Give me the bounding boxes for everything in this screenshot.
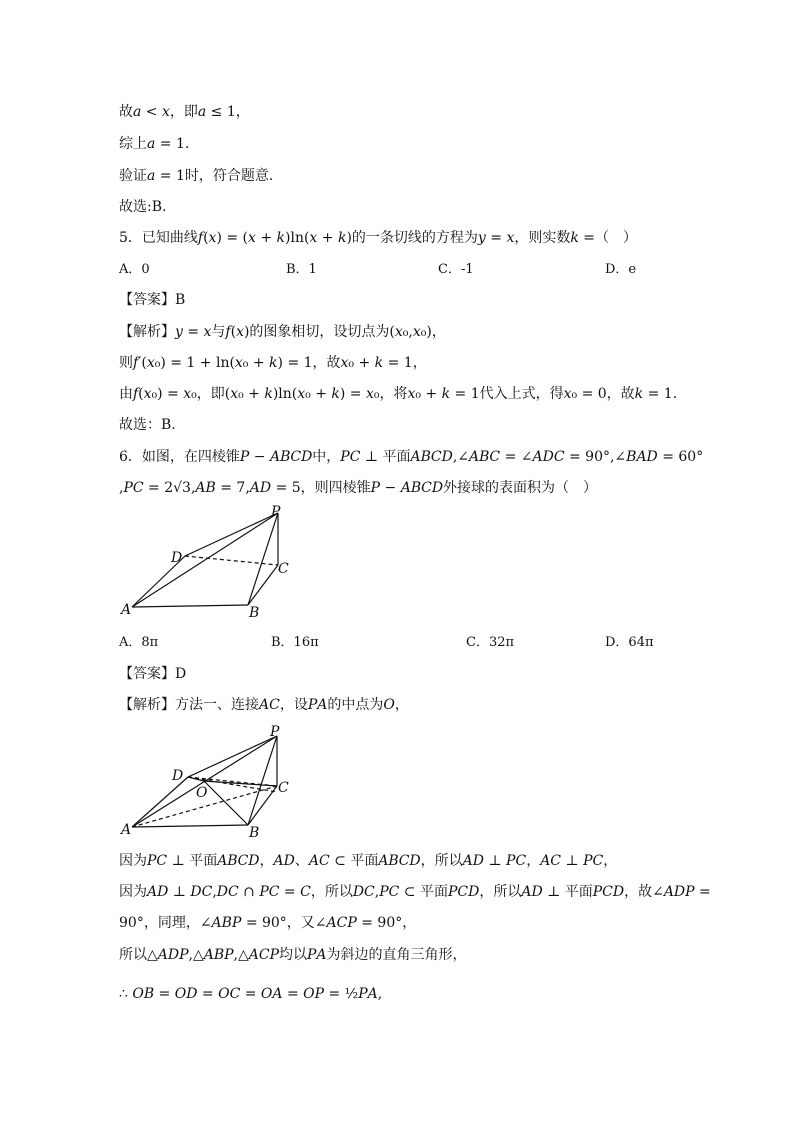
explanation-line: 因为𝑃𝐶 ⊥ 平面𝐴𝐵𝐶𝐷，𝐴𝐷、𝐴𝐶 ⊂ 平面𝐴𝐵𝐶𝐷，所以𝐴𝐷 ⊥ 𝑃𝐶，𝐴𝐶 ⊥ 𝑃𝐶， [119,853,618,869]
explanation-line: 所以△𝐴𝐷𝑃,△𝐴𝐵𝑃,△𝐴𝐶𝑃均以𝑃𝐴为斜边的直角三角形， [119,947,467,963]
explanation-line: 【解析】𝑦 = 𝑥与𝑓(𝑥)的图象相切，设切点为(𝑥₀,𝑥₀)， [119,324,446,340]
explanation-line: 90°，同理，∠𝐴𝐵𝑃 = 90°，又∠𝐴𝐶𝑃 = 90°， [119,915,417,931]
explanation-line: 则𝑓′(𝑥₀) = 1 + ln(𝑥₀ + 𝑘) = 1，故𝑥₀ + 𝑘 = 1， [119,355,427,371]
vertex-label-p: P [271,504,281,520]
explanation-line: 故选：B. [119,417,176,433]
option-d: D．e [605,262,637,277]
vertex-label-a: A [121,602,132,618]
vertex-label-c: C [278,780,289,796]
option-d: D．64π [605,635,654,650]
pyramid-figure [110,500,310,625]
option-c: C．-1 [438,262,474,277]
vertex-label-p: P [270,724,280,740]
question-6: 6．如图，在四棱锥𝑃 − 𝐴𝐵𝐶𝐷中，𝑃𝐶 ⊥ 平面𝐴𝐵𝐶𝐷,∠𝐴𝐵𝐶 = ∠𝐴𝐷𝐶 = 90°,∠𝐵𝐴𝐷 = 60° [119,449,704,465]
question-5: 5．已知曲线𝑓(𝑥) = (𝑥 + 𝑘)ln(𝑥 + 𝑘)的一条切线的方程为𝑦 = 𝑥，则实数𝑘 =（ ） [119,230,637,246]
text-line: 故𝑎 < 𝑥，即𝑎 ≤ 1， [119,104,250,120]
text-line: 故选:B. [119,199,167,215]
option-b: B．1 [286,262,317,277]
option-b: B．16π [271,635,319,650]
explanation-line: 由𝑓(𝑥₀) = 𝑥₀，即(𝑥₀ + 𝑘)ln(𝑥₀ + 𝑘) = 𝑥₀，将𝑥₀ + 𝑘 = 1代入上式，得𝑥₀ = 0，故𝑘 = 1. [119,386,678,402]
question-6-cont: ,𝑃𝐶 = 2√3,𝐴𝐵 = 7,𝐴𝐷 = 5，则四棱锥𝑃 − 𝐴𝐵𝐶𝐷外接球的表面积为（ ） [119,480,598,496]
vertex-label-d: D [171,550,183,566]
vertex-label-c: C [278,561,289,577]
text-line: 验证𝑎 = 1时，符合题意. [119,168,274,184]
vertex-label-a: A [121,822,132,838]
text-line: 综上𝑎 = 1. [119,136,190,152]
pyramid-figure-with-midpoint [110,722,310,847]
answer-5: 【答案】B [119,292,186,308]
explanation-line: 【解析】方法一、连接𝐴𝐶，设𝑃𝐴的中点为𝑂， [119,697,409,713]
vertex-label-b: B [249,605,260,621]
answer-6: 【答案】D [119,666,187,682]
vertex-label-d: D [172,768,184,784]
option-a: A．8π [119,635,159,650]
option-a: A．0 [119,262,150,277]
option-c: C．32π [466,635,515,650]
explanation-line: ∴ 𝑂𝐵 = 𝑂𝐷 = 𝑂𝐶 = 𝑂𝐴 = 𝑂𝑃 = ½𝑃𝐴, [119,986,383,1002]
midpoint-label-o: O [196,785,208,801]
vertex-label-b: B [249,825,260,841]
explanation-line: 因为𝐴𝐷 ⊥ 𝐷𝐶,𝐷𝐶 ∩ 𝑃𝐶 = 𝐶，所以𝐷𝐶,𝑃𝐶 ⊂ 平面𝑃𝐶𝐷，所以𝐴𝐷 ⊥ 平面𝑃𝐶𝐷，故∠𝐴𝐷𝑃 = [119,884,711,900]
